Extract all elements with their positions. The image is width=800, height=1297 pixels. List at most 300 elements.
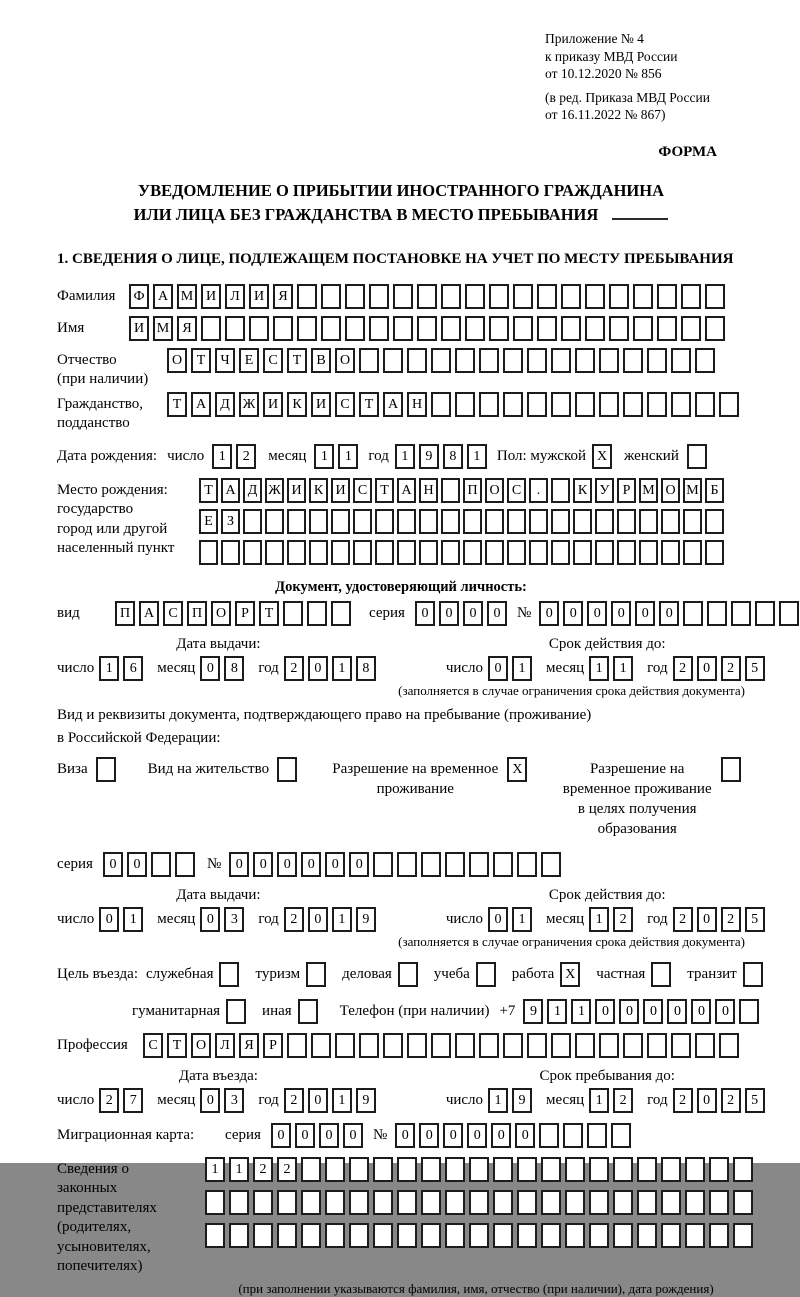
char-cell[interactable]: 0 [467,1123,487,1148]
char-cell[interactable]: 0 [643,999,663,1024]
char-cell[interactable]: 1 [332,1088,352,1113]
char-cell[interactable] [229,1190,249,1215]
char-cell[interactable] [249,316,269,341]
char-cell[interactable] [647,348,667,373]
char-cell[interactable]: 0 [491,1123,511,1148]
char-cell[interactable] [493,1190,513,1215]
char-cell[interactable] [647,1033,667,1058]
char-cell[interactable]: 0 [127,852,147,877]
char-cell[interactable] [661,1190,681,1215]
char-cell[interactable]: 0 [99,907,119,932]
char-cell[interactable]: Е [239,348,259,373]
char-cell[interactable]: 0 [635,601,655,626]
char-cell[interactable] [345,316,365,341]
char-cell[interactable] [527,392,547,417]
char-cell[interactable]: М [683,478,702,503]
char-cell[interactable]: 5 [745,1088,765,1113]
char-cell[interactable] [503,348,523,373]
char-cell[interactable]: 9 [419,444,439,469]
char-cell[interactable]: 0 [343,1123,363,1148]
char-cell[interactable] [507,540,526,565]
char-cell[interactable] [599,392,619,417]
char-cell[interactable] [573,509,592,534]
char-cell[interactable] [469,1190,489,1215]
char-cell[interactable] [671,1033,691,1058]
char-cell[interactable]: 0 [200,907,220,932]
char-cell[interactable]: 0 [487,601,507,626]
char-cell[interactable]: И [263,392,283,417]
char-cell[interactable]: 6 [123,656,143,681]
char-cell[interactable]: 2 [99,1088,119,1113]
char-cell[interactable]: З [221,509,240,534]
char-cell[interactable] [479,1033,499,1058]
char-cell[interactable] [589,1157,609,1182]
char-cell[interactable] [431,1033,451,1058]
char-cell[interactable] [301,1157,321,1182]
char-cell[interactable] [221,540,240,565]
char-cell[interactable]: Н [419,478,438,503]
char-cell[interactable]: О [191,1033,211,1058]
char-cell[interactable] [731,601,751,626]
char-cell[interactable] [537,284,557,309]
char-cell[interactable]: Т [167,1033,187,1058]
char-cell[interactable]: 0 [415,601,435,626]
char-cell[interactable] [517,1223,537,1248]
char-cell[interactable]: 0 [443,1123,463,1148]
char-cell[interactable]: Р [263,1033,283,1058]
char-cell[interactable] [469,1223,489,1248]
char-cell[interactable]: 0 [295,1123,315,1148]
char-cell[interactable]: С [163,601,183,626]
char-cell[interactable]: 9 [356,907,376,932]
char-cell[interactable]: 1 [332,656,352,681]
char-cell[interactable] [623,1033,643,1058]
char-cell[interactable] [755,601,775,626]
char-cell[interactable]: С [353,478,372,503]
char-cell[interactable] [325,1223,345,1248]
char-cell[interactable]: 0 [103,852,123,877]
char-cell[interactable] [661,1223,681,1248]
char-cell[interactable] [587,1123,607,1148]
char-cell[interactable]: 0 [611,601,631,626]
char-cell[interactable] [617,540,636,565]
char-cell[interactable] [565,1157,585,1182]
char-cell[interactable]: 2 [721,656,741,681]
char-cell[interactable]: 0 [319,1123,339,1148]
char-cell[interactable] [573,540,592,565]
char-cell[interactable] [421,1157,441,1182]
char-cell[interactable]: 1 [338,444,358,469]
char-cell[interactable]: У [595,478,614,503]
char-cell[interactable]: 1 [467,444,487,469]
char-cell[interactable] [309,509,328,534]
temp-residence-education-checkbox[interactable] [721,757,741,782]
char-cell[interactable] [349,1157,369,1182]
char-cell[interactable] [589,1223,609,1248]
char-cell[interactable]: Б [705,478,724,503]
char-cell[interactable]: П [115,601,135,626]
char-cell[interactable] [445,1190,465,1215]
char-cell[interactable] [431,348,451,373]
char-cell[interactable]: О [167,348,187,373]
char-cell[interactable] [633,316,653,341]
char-cell[interactable]: 1 [547,999,567,1024]
char-cell[interactable]: Я [273,284,293,309]
char-cell[interactable] [503,1033,523,1058]
char-cell[interactable] [407,348,427,373]
char-cell[interactable] [321,316,341,341]
char-cell[interactable] [657,284,677,309]
char-cell[interactable] [407,1033,427,1058]
char-cell[interactable] [485,540,504,565]
char-cell[interactable] [201,316,221,341]
char-cell[interactable] [695,392,715,417]
char-cell[interactable]: 1 [395,444,415,469]
char-cell[interactable]: 0 [488,907,508,932]
char-cell[interactable] [719,1033,739,1058]
char-cell[interactable] [595,509,614,534]
char-cell[interactable]: 1 [99,656,119,681]
char-cell[interactable]: С [335,392,355,417]
char-cell[interactable]: 2 [253,1157,273,1182]
char-cell[interactable]: 0 [308,907,328,932]
char-cell[interactable] [507,509,526,534]
char-cell[interactable]: 2 [284,907,304,932]
char-cell[interactable] [529,509,548,534]
char-cell[interactable]: 1 [332,907,352,932]
char-cell[interactable] [353,509,372,534]
char-cell[interactable] [671,348,691,373]
char-cell[interactable] [493,852,513,877]
char-cell[interactable] [397,1190,417,1215]
char-cell[interactable]: 2 [277,1157,297,1182]
char-cell[interactable]: 0 [200,656,220,681]
char-cell[interactable] [441,316,461,341]
char-cell[interactable] [589,1190,609,1215]
char-cell[interactable] [489,284,509,309]
char-cell[interactable] [369,316,389,341]
char-cell[interactable] [441,540,460,565]
char-cell[interactable] [349,1223,369,1248]
char-cell[interactable] [273,316,293,341]
char-cell[interactable]: 0 [659,601,679,626]
char-cell[interactable] [611,1123,631,1148]
char-cell[interactable]: Л [215,1033,235,1058]
char-cell[interactable]: 0 [463,601,483,626]
char-cell[interactable] [253,1190,273,1215]
purpose-business-checkbox[interactable] [398,962,418,987]
char-cell[interactable] [359,348,379,373]
char-cell[interactable] [393,316,413,341]
char-cell[interactable] [287,540,306,565]
char-cell[interactable] [529,540,548,565]
char-cell[interactable] [517,1157,537,1182]
char-cell[interactable] [599,348,619,373]
char-cell[interactable] [537,316,557,341]
char-cell[interactable] [595,540,614,565]
char-cell[interactable]: Т [359,392,379,417]
char-cell[interactable] [345,284,365,309]
char-cell[interactable]: Ф [129,284,149,309]
char-cell[interactable] [373,1157,393,1182]
char-cell[interactable]: 1 [488,1088,508,1113]
char-cell[interactable] [685,1157,705,1182]
purpose-other-checkbox[interactable] [298,999,318,1024]
char-cell[interactable] [287,509,306,534]
char-cell[interactable] [541,1223,561,1248]
char-cell[interactable]: 0 [277,852,297,877]
char-cell[interactable] [517,852,537,877]
char-cell[interactable] [565,1223,585,1248]
char-cell[interactable]: И [287,478,306,503]
char-cell[interactable] [301,1190,321,1215]
char-cell[interactable] [287,1033,307,1058]
char-cell[interactable] [463,540,482,565]
char-cell[interactable]: О [661,478,680,503]
char-cell[interactable] [469,1157,489,1182]
char-cell[interactable] [617,509,636,534]
char-cell[interactable]: И [249,284,269,309]
char-cell[interactable]: 3 [224,907,244,932]
char-cell[interactable]: 0 [697,907,717,932]
char-cell[interactable]: 1 [571,999,591,1024]
char-cell[interactable] [527,1033,547,1058]
char-cell[interactable]: 1 [212,444,232,469]
char-cell[interactable] [541,1190,561,1215]
residence-permit-checkbox[interactable] [277,757,297,782]
char-cell[interactable] [683,601,703,626]
char-cell[interactable] [527,348,547,373]
char-cell[interactable]: 0 [349,852,369,877]
char-cell[interactable] [359,1033,379,1058]
char-cell[interactable] [283,601,303,626]
char-cell[interactable]: 1 [589,907,609,932]
char-cell[interactable] [633,284,653,309]
char-cell[interactable] [301,1223,321,1248]
char-cell[interactable]: 2 [236,444,256,469]
char-cell[interactable]: 9 [356,1088,376,1113]
char-cell[interactable] [639,540,658,565]
char-cell[interactable]: 0 [253,852,273,877]
char-cell[interactable]: 3 [224,1088,244,1113]
char-cell[interactable] [419,540,438,565]
char-cell[interactable]: Р [235,601,255,626]
char-cell[interactable]: Т [167,392,187,417]
char-cell[interactable] [297,284,317,309]
char-cell[interactable] [431,392,451,417]
char-cell[interactable]: К [573,478,592,503]
sex-female-checkbox[interactable] [687,444,707,469]
char-cell[interactable] [397,1157,417,1182]
char-cell[interactable]: 7 [123,1088,143,1113]
char-cell[interactable] [513,316,533,341]
char-cell[interactable] [331,540,350,565]
char-cell[interactable]: Ч [215,348,235,373]
char-cell[interactable] [585,284,605,309]
char-cell[interactable] [419,509,438,534]
char-cell[interactable] [541,852,561,877]
char-cell[interactable] [493,1157,513,1182]
char-cell[interactable]: Е [199,509,218,534]
char-cell[interactable] [421,852,441,877]
char-cell[interactable] [661,540,680,565]
char-cell[interactable] [517,1190,537,1215]
char-cell[interactable] [373,852,393,877]
char-cell[interactable]: С [507,478,526,503]
char-cell[interactable] [551,540,570,565]
char-cell[interactable] [325,1157,345,1182]
char-cell[interactable] [637,1157,657,1182]
char-cell[interactable]: Н [407,392,427,417]
char-cell[interactable]: Я [239,1033,259,1058]
char-cell[interactable] [151,852,171,877]
char-cell[interactable] [565,1190,585,1215]
char-cell[interactable]: 0 [308,656,328,681]
char-cell[interactable]: 0 [563,601,583,626]
char-cell[interactable] [441,509,460,534]
char-cell[interactable]: А [139,601,159,626]
char-cell[interactable]: 2 [673,1088,693,1113]
char-cell[interactable] [551,509,570,534]
char-cell[interactable]: Т [375,478,394,503]
char-cell[interactable] [335,1033,355,1058]
char-cell[interactable] [469,852,489,877]
char-cell[interactable]: Л [225,284,245,309]
char-cell[interactable] [647,392,667,417]
char-cell[interactable] [493,1223,513,1248]
char-cell[interactable] [551,392,571,417]
char-cell[interactable] [397,540,416,565]
char-cell[interactable] [465,284,485,309]
char-cell[interactable] [445,852,465,877]
purpose-humanitarian-checkbox[interactable] [226,999,246,1024]
char-cell[interactable] [513,284,533,309]
char-cell[interactable]: Я [177,316,197,341]
char-cell[interactable] [277,1190,297,1215]
char-cell[interactable]: С [143,1033,163,1058]
char-cell[interactable] [683,509,702,534]
char-cell[interactable] [541,1157,561,1182]
char-cell[interactable] [551,1033,571,1058]
char-cell[interactable]: Ж [239,392,259,417]
char-cell[interactable]: 1 [205,1157,225,1182]
char-cell[interactable] [599,1033,619,1058]
char-cell[interactable] [421,1190,441,1215]
char-cell[interactable] [229,1223,249,1248]
char-cell[interactable]: 2 [613,1088,633,1113]
char-cell[interactable]: 0 [691,999,711,1024]
char-cell[interactable]: 2 [721,907,741,932]
char-cell[interactable]: 0 [715,999,735,1024]
char-cell[interactable] [397,852,417,877]
char-cell[interactable] [709,1223,729,1248]
char-cell[interactable] [681,284,701,309]
char-cell[interactable]: Т [199,478,218,503]
char-cell[interactable] [297,316,317,341]
char-cell[interactable] [175,852,195,877]
visa-checkbox[interactable] [96,757,116,782]
char-cell[interactable]: К [287,392,307,417]
char-cell[interactable] [393,284,413,309]
char-cell[interactable]: 0 [229,852,249,877]
char-cell[interactable]: 9 [512,1088,532,1113]
char-cell[interactable] [331,601,351,626]
char-cell[interactable] [311,1033,331,1058]
char-cell[interactable] [695,1033,715,1058]
char-cell[interactable]: . [529,478,548,503]
purpose-transit-checkbox[interactable] [743,962,763,987]
char-cell[interactable] [455,348,475,373]
char-cell[interactable] [479,392,499,417]
char-cell[interactable]: Т [259,601,279,626]
char-cell[interactable]: И [201,284,221,309]
char-cell[interactable]: 1 [512,907,532,932]
char-cell[interactable]: 5 [745,907,765,932]
char-cell[interactable] [199,540,218,565]
char-cell[interactable]: 1 [512,656,532,681]
char-cell[interactable] [709,1190,729,1215]
char-cell[interactable] [637,1190,657,1215]
char-cell[interactable]: Ж [265,478,284,503]
char-cell[interactable]: 0 [595,999,615,1024]
char-cell[interactable] [421,1223,441,1248]
char-cell[interactable]: В [311,348,331,373]
char-cell[interactable]: 0 [325,852,345,877]
char-cell[interactable]: А [383,392,403,417]
char-cell[interactable] [463,509,482,534]
char-cell[interactable]: 1 [314,444,334,469]
char-cell[interactable] [705,284,725,309]
char-cell[interactable] [681,316,701,341]
char-cell[interactable]: 0 [697,1088,717,1113]
char-cell[interactable]: 0 [697,656,717,681]
char-cell[interactable] [685,1223,705,1248]
char-cell[interactable] [613,1190,633,1215]
char-cell[interactable] [369,284,389,309]
char-cell[interactable] [441,478,460,503]
char-cell[interactable] [265,509,284,534]
char-cell[interactable] [661,1157,681,1182]
char-cell[interactable] [417,316,437,341]
char-cell[interactable] [373,1190,393,1215]
char-cell[interactable] [465,316,485,341]
char-cell[interactable] [683,540,702,565]
char-cell[interactable] [489,316,509,341]
char-cell[interactable]: И [331,478,350,503]
char-cell[interactable] [353,540,372,565]
purpose-tourism-checkbox[interactable] [306,962,326,987]
char-cell[interactable] [225,316,245,341]
char-cell[interactable] [445,1157,465,1182]
char-cell[interactable]: Т [287,348,307,373]
char-cell[interactable]: С [263,348,283,373]
char-cell[interactable]: М [153,316,173,341]
char-cell[interactable] [561,284,581,309]
char-cell[interactable] [719,392,739,417]
char-cell[interactable]: Р [617,478,636,503]
char-cell[interactable]: Д [215,392,235,417]
char-cell[interactable]: К [309,478,328,503]
char-cell[interactable]: Д [243,478,262,503]
char-cell[interactable]: 0 [419,1123,439,1148]
char-cell[interactable] [623,348,643,373]
purpose-private-checkbox[interactable] [651,962,671,987]
char-cell[interactable]: 2 [673,907,693,932]
char-cell[interactable]: 0 [619,999,639,1024]
char-cell[interactable] [705,316,725,341]
char-cell[interactable] [265,540,284,565]
char-cell[interactable] [609,316,629,341]
